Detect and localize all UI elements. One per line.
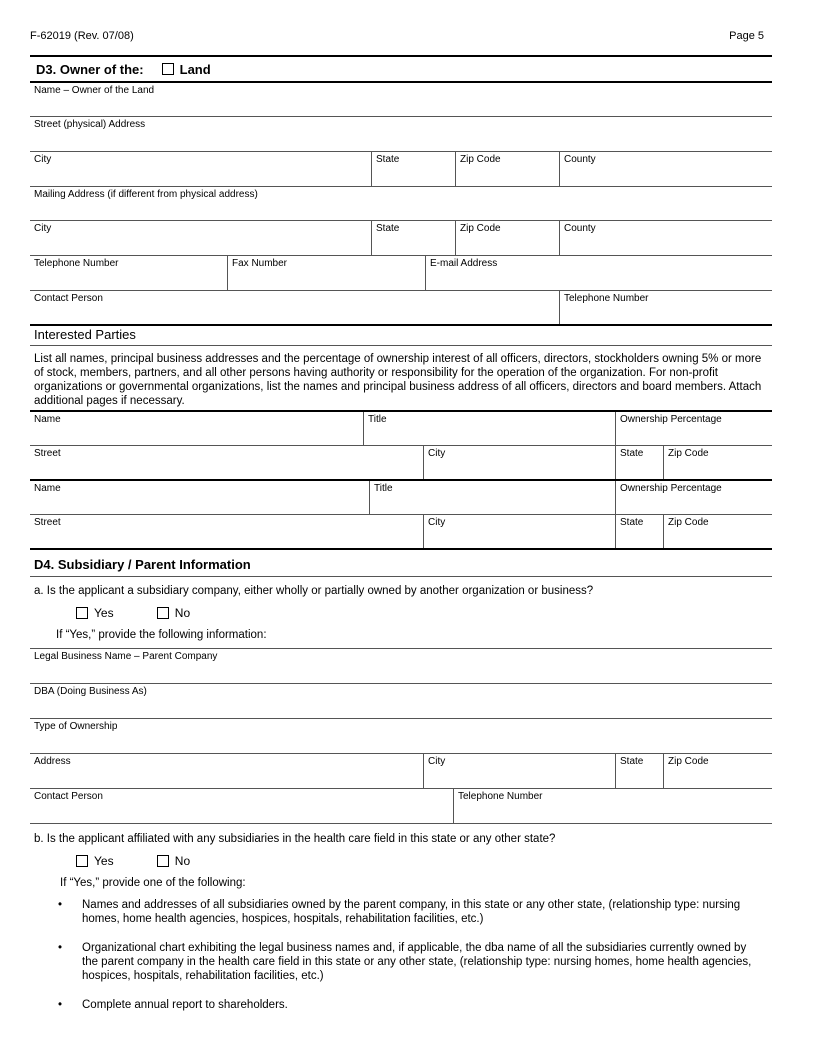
d4-title-row (30, 552, 772, 577)
party-2-state-label: State (620, 517, 644, 528)
party-1-name-label: Name (34, 414, 61, 425)
ownership-type-label: Type of Ownership (34, 721, 118, 732)
d3-section (30, 55, 772, 326)
dba-row (30, 684, 772, 719)
interested-title: Interested Parties (34, 326, 136, 342)
parent-address-label: Address (34, 756, 71, 767)
party-2-title-field[interactable] (370, 481, 616, 514)
d4-title: D4. Subsidiary / Parent Information (34, 556, 251, 572)
legal-name-label: Legal Business Name – Parent Company (34, 651, 218, 662)
ownership-type-row (30, 719, 772, 754)
parent-state-label: State (620, 756, 644, 767)
party-2-name-field[interactable] (30, 481, 370, 514)
question-a-options (76, 606, 190, 622)
mailing-state-field[interactable] (372, 221, 456, 255)
form-id: F-62019 (Rev. 07/08) (30, 30, 134, 42)
contact-telephone-label: Telephone Number (564, 293, 649, 304)
party-1-city-label: City (428, 448, 446, 459)
phone-row (30, 256, 772, 291)
state-field[interactable] (372, 152, 456, 186)
street-row (30, 117, 772, 152)
mailing-state-label: State (376, 223, 400, 234)
d3-title-row (30, 55, 772, 83)
question-a-yes-checkbox[interactable] (76, 607, 88, 619)
bullet-text-2: Organizational chart exhibiting the legal business names and, if applicable, the dba name of all the subsidiaries currently owned by the parent company in the health care field in this state or any other state, (relationship type: nursing homes, home health agencies, hospices, hospitals, rehabilitation facilities, etc.) (82, 942, 752, 982)
mailing-field[interactable] (30, 187, 772, 220)
telephone-field[interactable] (30, 256, 228, 290)
question-a-yes-label: Yes (94, 606, 114, 620)
legal-name-field[interactable] (30, 649, 772, 683)
party-1-ownership-field[interactable] (616, 412, 772, 445)
state-label: State (376, 154, 400, 165)
party-2-name-label: Name (34, 483, 61, 494)
parent-state-field[interactable] (616, 754, 664, 788)
parent-zip-field[interactable] (664, 754, 772, 788)
contact-telephone-field[interactable] (560, 291, 772, 324)
parent-contact-label: Contact Person (34, 791, 103, 802)
question-b-yes-label: Yes (94, 854, 114, 868)
form-page (30, 0, 772, 1056)
fax-label: Fax Number (232, 258, 288, 269)
parent-company-table (30, 648, 772, 824)
party-2-state-field[interactable] (616, 515, 664, 548)
question-b-options (76, 854, 190, 870)
county-field[interactable] (560, 152, 772, 186)
email-label: E-mail Address (430, 258, 498, 269)
party-1-city-field[interactable] (424, 446, 616, 479)
if-yes-b: If “Yes,” provide one of the following: (60, 877, 246, 889)
party-1-row-b (30, 446, 772, 481)
ownership-type-field[interactable] (30, 719, 772, 753)
party-1-street-label: Street (34, 448, 61, 459)
question-b-no-checkbox[interactable] (157, 855, 169, 867)
question-a-no-label: No (174, 606, 191, 620)
land-label: Land (179, 61, 211, 77)
city-label: City (34, 154, 52, 165)
party-1-title-label: Title (368, 414, 387, 425)
owner-name-row (30, 83, 772, 117)
interested-instructions: List all names, principal business addresses and the percentage of ownership interest of all officers, directors, stockholders owning 5% or more of stock, members, partners, and all other persons having authority or responsibility for the operation of the organization. For non-profit organizations or governmental organizations, list the names and principal business address of all officers, directors and board members. Attach additional pages if necessary. (30, 346, 772, 412)
parent-address-field[interactable] (30, 754, 424, 788)
parent-address-row (30, 754, 772, 789)
telephone-label: Telephone Number (34, 258, 119, 269)
mailing-city-row (30, 221, 772, 256)
parent-zip-label: Zip Code (668, 756, 709, 767)
mailing-city-label: City (34, 223, 52, 234)
party-1-zip-field[interactable] (664, 446, 772, 479)
mailing-row (30, 187, 772, 221)
city-row (30, 152, 772, 187)
party-1-street-field[interactable] (30, 446, 424, 479)
parent-contact-row (30, 789, 772, 824)
zip-label: Zip Code (460, 154, 501, 165)
bullet-text-3: Complete annual report to shareholders. (82, 999, 288, 1011)
dba-field[interactable] (30, 684, 772, 718)
d3-title: D3. Owner of the: (36, 61, 144, 77)
bullet-item: • Organizational chart exhibiting the legal business names and, if applicable, the dba name of all the subsidiaries currently owned by the parent company in the health care field in this state or any other state, (relationship type: nursing homes, home health agencies, hospices, hospitals, rehabilitation facilities, etc.) (58, 941, 758, 983)
party-1-state-field[interactable] (616, 446, 664, 479)
page-number: Page 5 (729, 30, 764, 42)
parent-city-label: City (428, 756, 446, 767)
mailing-label: Mailing Address (if different from physical address) (34, 189, 258, 200)
mailing-county-label: County (564, 223, 596, 234)
party-2-ownership-field[interactable] (616, 481, 772, 514)
party-1-name-field[interactable] (30, 412, 364, 445)
party-2-city-label: City (428, 517, 446, 528)
party-2-city-field[interactable] (424, 515, 616, 548)
question-a-no-checkbox[interactable] (157, 607, 169, 619)
question-a: a. Is the applicant a subsidiary company, either wholly or partially owned by another organization or business? (34, 585, 594, 597)
owner-name-field[interactable] (30, 83, 772, 116)
party-2-ownership-label: Ownership Percentage (620, 483, 722, 494)
county-label: County (564, 154, 596, 165)
party-1-row-a (30, 412, 772, 446)
bullet-item: • Complete annual report to shareholders. (58, 999, 288, 1011)
legal-name-row (30, 649, 772, 684)
bullet-text-1: Names and addresses of all subsidiaries owned by the parent company, in this state or any other state, (relationship type: nursing homes, home health agencies, hospices, hospitals, rehabilitation facilities, etc.) (82, 899, 741, 925)
question-b-no-label: No (174, 854, 191, 868)
party-1-title-field[interactable] (364, 412, 616, 445)
city-field[interactable] (30, 152, 372, 186)
question-b: b. Is the applicant affiliated with any subsidiaries in the health care field in this state or any other state? (34, 833, 556, 845)
party-2-zip-label: Zip Code (668, 517, 709, 528)
street-label: Street (physical) Address (34, 119, 146, 130)
party-1-zip-label: Zip Code (668, 448, 709, 459)
parent-telephone-label: Telephone Number (458, 791, 543, 802)
zip-field[interactable] (456, 152, 560, 186)
parent-contact-field[interactable] (30, 789, 454, 823)
party-2-street-field[interactable] (30, 515, 424, 548)
parent-city-field[interactable] (424, 754, 616, 788)
if-yes-a: If “Yes,” provide the following information: (56, 629, 267, 641)
mailing-county-field[interactable] (560, 221, 772, 255)
question-b-yes-checkbox[interactable] (76, 855, 88, 867)
land-checkbox[interactable] (162, 63, 174, 75)
bullet-item: • Names and addresses of all subsidiaries owned by the parent company, in this state or any other state, (relationship type: nursing homes, home health agencies, hospices, hospitals, rehabilitation facilities, etc.) (58, 898, 758, 926)
mailing-city-field[interactable] (30, 221, 372, 255)
interested-section (30, 323, 772, 550)
party-2-title-label: Title (374, 483, 393, 494)
owner-name-label: Name – Owner of the Land (34, 85, 155, 96)
contact-field[interactable] (30, 291, 560, 324)
parent-telephone-field[interactable] (454, 789, 772, 823)
party-1-state-label: State (620, 448, 644, 459)
party-2-row-b (30, 515, 772, 550)
party-1-ownership-label: Ownership Percentage (620, 414, 722, 425)
mailing-zip-label: Zip Code (460, 223, 501, 234)
fax-field[interactable] (228, 256, 426, 290)
email-field[interactable] (426, 256, 772, 290)
dba-label: DBA (Doing Business As) (34, 686, 147, 697)
contact-label: Contact Person (34, 293, 103, 304)
party-2-street-label: Street (34, 517, 61, 528)
street-field[interactable] (30, 117, 772, 151)
mailing-zip-field[interactable] (456, 221, 560, 255)
party-2-zip-field[interactable] (664, 515, 772, 548)
contact-row (30, 291, 772, 326)
interested-title-row (30, 323, 772, 346)
party-2-row-a (30, 481, 772, 515)
